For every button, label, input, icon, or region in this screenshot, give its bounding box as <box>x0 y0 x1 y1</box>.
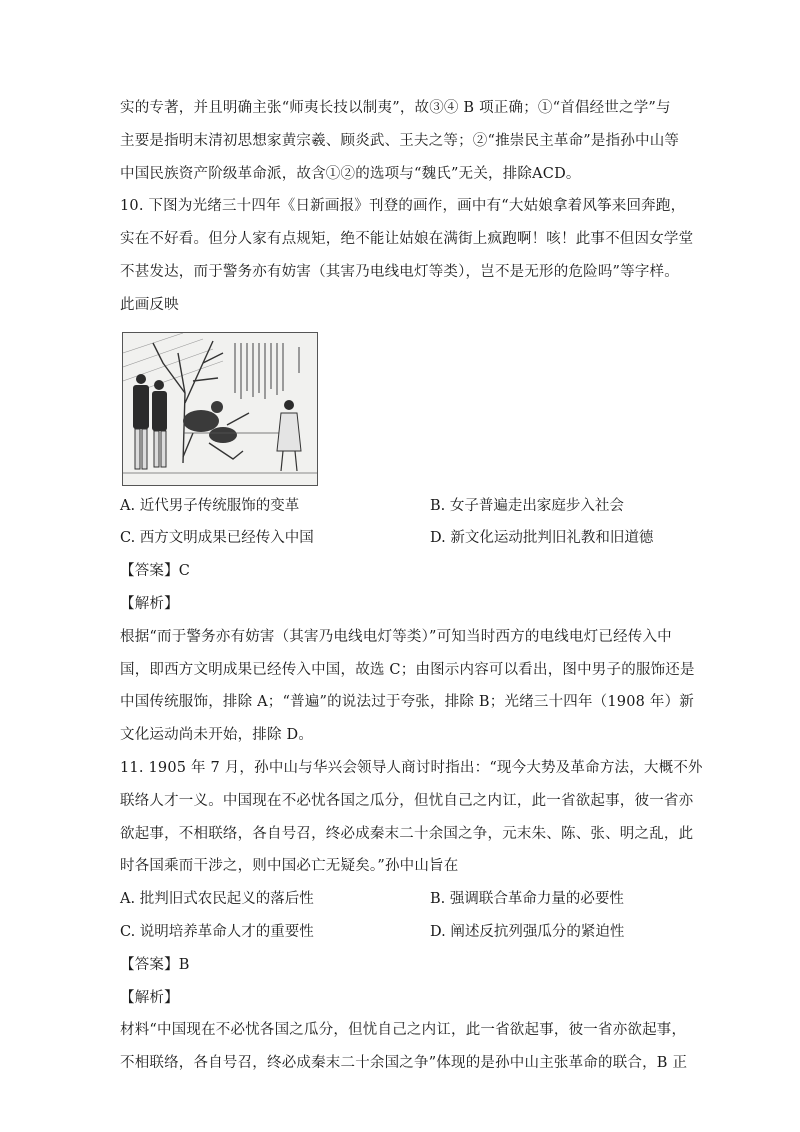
q11-stem-line: 11. 1905 年 7 月，孙中山与华兴会领导人商讨时指出：“现今大势及革命方法，大概不外 <box>120 759 703 776</box>
q11-stem-line: 联络人才一义。中国现在不必忧各国之瓜分，但忧自己之内讧，此一省欲起事，彼一省亦 <box>120 792 694 809</box>
q11-option-a: A. 批判旧式农民起义的落后性 <box>120 891 314 908</box>
q11-options-row <box>120 883 685 916</box>
q10-analysis-line: 文化运动尚未开始，排除 D。 <box>120 727 314 744</box>
q10-options-row <box>120 490 685 523</box>
q10-analysis-label: 【解析】 <box>120 595 179 612</box>
newspaper-illustration <box>122 332 318 486</box>
q10-stem-line: 不甚发达，而于警务亦有妨害（其害乃电线电灯等类），岂不是无形的危险吗”等字样。 <box>120 263 679 280</box>
q10-analysis-line: 根据“而于警务亦有妨害（其害乃电线电灯等类）”可知当时西方的电线电灯已经传入中 <box>120 628 672 645</box>
q10-stem-line: 10. 下图为光绪三十四年《日新画报》刊登的画作，画中有“大姑娘拿着风筝来回奔跑， <box>120 198 686 215</box>
illustration-image <box>123 333 317 485</box>
q10-options-row <box>120 522 685 555</box>
q11-option-d: D. 阐述反抗列强瓜分的紧迫性 <box>430 923 625 940</box>
q11-stem-line: 时各国乘而干涉之，则中国必亡无疑矣。”孙中山旨在 <box>120 858 459 875</box>
q11-stem-line: 欲起事，不相联络，各自号召，终必成秦末二十余国之争，元末朱、陈、张、明之乱，此 <box>120 825 694 842</box>
q11-analysis-line: 材料“中国现在不必忧各国之瓜分，但忧自己之内讧，此一省欲起事，彼一省亦欲起事， <box>120 1022 687 1039</box>
q11-analysis-line: 不相联络，各自号召，终必成秦末二十余国之争”体现的是孙中山主张革命的联合，B 正 <box>120 1055 688 1072</box>
q10-option-b: B. 女子普遍走出家庭步入社会 <box>430 497 624 514</box>
q11-analysis-label: 【解析】 <box>120 989 179 1006</box>
q11-option-c: C. 说明培养革命人才的重要性 <box>120 923 314 940</box>
q11-options-row <box>120 916 685 949</box>
q10-answer: 【答案】C <box>120 563 191 580</box>
q10-analysis-line: 国，即西方文明成果已经传入中国，故选 C；由图示内容可以看出，图中男子的服饰还是 <box>120 661 695 678</box>
q10-option-d: D. 新文化运动批判旧礼教和旧道德 <box>430 530 654 547</box>
q11-answer: 【答案】B <box>120 956 190 973</box>
q11-option-b: B. 强调联合革命力量的必要性 <box>430 891 624 908</box>
document-page <box>120 92 703 1080</box>
prev-explanation-line: 中国民族资产阶级革命派，故含①②的选项与“魏氏”无关，排除ACD。 <box>120 165 581 182</box>
q10-stem-line: 此画反映 <box>120 296 179 313</box>
q10-option-a: A. 近代男子传统服饰的变革 <box>120 497 300 514</box>
prev-explanation-line: 主要是指明末清初思想家黄宗羲、顾炎武、王夫之等；②“推崇民主革命”是指孙中山等 <box>120 132 680 149</box>
q10-stem-line: 实在不好看。但分人家有点规矩，绝不能让姑娘在满街上疯跑啊！咳！此事不但因女学堂 <box>120 231 694 248</box>
prev-explanation-line: 实的专著，并且明确主张“师夷长技以制夷”，故③④ B 项正确；①“首倡经世之学”与 <box>120 100 671 116</box>
q10-analysis-line: 中国传统服饰，排除 A；“普遍”的说法过于夸张，排除 B；光绪三十四年（1908 年）新 <box>120 694 694 711</box>
q10-option-c: C. 西方文明成果已经传入中国 <box>120 530 314 547</box>
